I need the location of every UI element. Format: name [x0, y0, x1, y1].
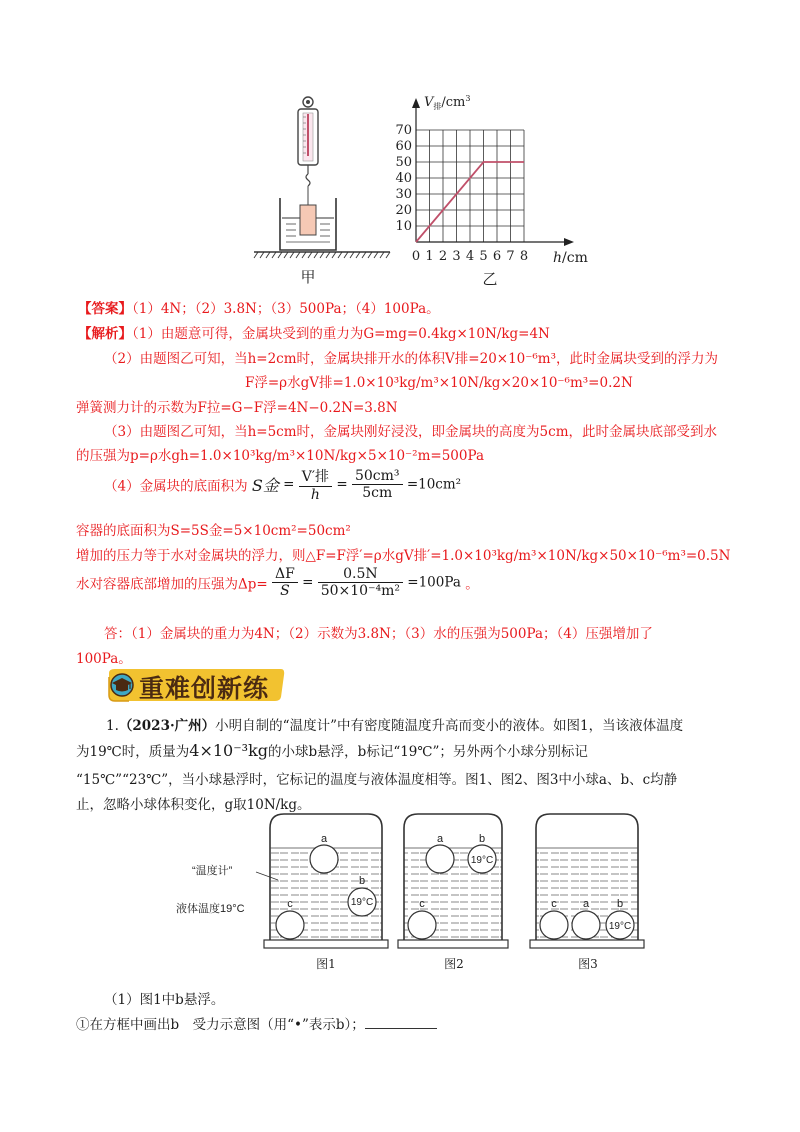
fraction-50-over-5: [352, 468, 403, 501]
analysis-line-9: 增加的压力等于水对金属块的浮力，则△F=F浮′=ρ水gV排′=1.0×10³kg/m³×10N/kg×50×10⁻⁶m³=0.5N: [76, 548, 731, 564]
caption-fig1: 图1: [316, 957, 336, 971]
question-source: （2023·广州）: [118, 718, 216, 734]
formula-result: =10cm²: [406, 476, 462, 493]
y-tick-label: 10: [395, 219, 412, 234]
ball-c-label-2: c: [419, 898, 425, 910]
analysis-line-6: 的压强为p=ρ水gh=1.0×10³kg/m³×10N/kg×5×10⁻²m=500Pa: [76, 448, 484, 464]
graduation-cap-icon: [111, 674, 133, 696]
x-tick-label: 6: [492, 249, 502, 264]
fraction-df-over-s: [272, 566, 298, 599]
label-liquid-temp: 液体温度19°C: [176, 903, 245, 915]
label-jia: 甲: [300, 268, 316, 286]
analysis-line-11: 答：（1）金属块的重力为4N；（2）示数为3.8N；（3）水的压强为500Pa；（4）压强增加了: [104, 626, 653, 642]
fraction-v-over-h: [299, 466, 332, 503]
formula-eq-2: =: [336, 476, 348, 493]
y-tick-label: 30: [395, 187, 412, 202]
ball-a-label-1: a: [320, 833, 328, 845]
analysis-line-10: [76, 566, 479, 599]
analysis-text-10: 水对容器底部增加的压强为Δp=: [76, 576, 268, 593]
analysis-line-8: 容器的底面积为S=5S金=5×10cm²=50cm²: [76, 523, 351, 539]
caption-fig3: 图3: [578, 957, 598, 971]
analysis-line-2: （2）由题图乙可知，当h=2cm时，金属块排开水的体积V排=20×10⁻⁶m³，此时金属块受到的浮力为: [104, 351, 719, 367]
x-tick-label: 3: [452, 249, 461, 264]
graph-xlabel: h/cm: [553, 250, 588, 266]
analysis-line-4: 弹簧测力计的示数为F拉=G−F浮=4N−0.2N=3.8N: [76, 400, 398, 416]
question-text-2a: 为19℃时，质量为: [76, 744, 190, 760]
question-line-4: 止，忽略小球体积变化，g取10N/kg。: [76, 797, 311, 813]
spring-scale-icon: [298, 97, 318, 205]
x-tick-label: 7: [506, 249, 515, 264]
ball-b-label-3: b: [616, 898, 624, 910]
ball-a-label-2: a: [436, 833, 444, 845]
label-thermometer: “温度计”: [192, 865, 233, 877]
analysis-line-1: [78, 322, 550, 342]
fraction-05-over-area: [318, 566, 403, 599]
ball-b-mark-1: 19°C: [350, 897, 374, 908]
bottom-figure: [160, 808, 660, 978]
frac-den: S: [280, 583, 290, 599]
x-tick-label: 5: [479, 249, 488, 264]
formula-s-jin: S金: [251, 476, 279, 495]
question-line-2: [76, 740, 588, 760]
analysis-line-3: F浮=ρ水gV排=1.0×10³kg/m³×10N/kg×20×10⁻⁶m³=0.2N: [245, 375, 633, 391]
container-2: [398, 814, 508, 948]
question-line-1: [106, 714, 683, 734]
x-tick-label: 8: [519, 249, 529, 264]
ball-b-mark-2: 19°C: [470, 855, 494, 866]
frac-den: 5cm: [362, 485, 393, 501]
analysis-line-12: 100Pa。: [76, 651, 132, 667]
caption-fig2: 图2: [444, 957, 464, 971]
sub-question-1: （1）图1中b悬浮。: [104, 992, 225, 1008]
section-title: 重难创新练: [139, 674, 270, 703]
frac-num: V′排: [299, 466, 332, 487]
x-tick-label: 4: [465, 249, 475, 264]
v-h-graph: [395, 94, 587, 266]
question-text-2b: 的小球b悬浮，b标记“19℃”；另外两个小球分别标记: [268, 744, 588, 760]
sub-question-2-text: ①在方框中画出b 受力示意图（用“•”表示b）；: [76, 1017, 365, 1033]
analysis-text-7: （4）金属块的底面积为: [104, 478, 248, 495]
x-tick-label: 1: [425, 249, 434, 264]
x-tick-label: 2: [438, 249, 448, 264]
ball-c-label-3: c: [551, 898, 557, 910]
ball-c-label-1: c: [287, 898, 293, 910]
y-tick-label: 70: [395, 123, 412, 138]
y-tick-label: 20: [395, 203, 412, 218]
answer-line: [78, 297, 440, 317]
analysis-line-7: [104, 466, 461, 503]
period: 。: [465, 576, 479, 593]
analysis-text-1: （1）由题意可得，金属块受到的重力为G=mg=0.4kg×10N/kg=4N: [132, 326, 550, 342]
analysis-tag: 【解析】: [78, 326, 132, 342]
question-number: 1.: [106, 718, 119, 734]
answer-blank[interactable]: [365, 1016, 437, 1029]
ball-a-label-3: a: [582, 898, 590, 910]
question-text-1: 小明自制的“温度计”中有密度随温度升高而变小的液体。如图1，当该液体温度: [215, 718, 684, 734]
question-mass: 4×10⁻³kg: [189, 741, 269, 760]
beaker-icon: [254, 198, 390, 258]
label-yi: 乙: [482, 270, 498, 288]
frac-num: 0.5N: [318, 566, 403, 583]
formula-eq-1: =: [283, 476, 295, 493]
sub-question-2: [76, 1013, 437, 1033]
answer-tag: 【答案】: [78, 301, 132, 317]
y-tick-label: 40: [395, 171, 412, 186]
y-tick-label: 60: [395, 139, 412, 154]
ball-b-label-1: b: [358, 875, 366, 887]
top-figure: [240, 90, 600, 290]
graph-ylabel: $V_排/cm^3$: [424, 94, 471, 111]
y-tick-label: 50: [395, 155, 412, 170]
question-line-3: “15℃”“23℃”，当小球悬浮时，它标记的温度与液体温度相等。图1、图2、图3中小球a、b、c均静: [76, 772, 678, 788]
formula-result: =100Pa: [407, 574, 461, 591]
formula-eq: =: [302, 574, 314, 591]
analysis-line-5: （3）由题图乙可知，当h=5cm时，金属块刚好浸没，即金属块的高度为5cm，此时金属块底部受到水: [104, 424, 717, 440]
section-banner: [105, 667, 287, 703]
ball-b-mark-3: 19°C: [608, 921, 632, 932]
frac-den: 50×10⁻⁴m²: [320, 583, 400, 599]
x-tick-label: 0: [411, 249, 421, 264]
answer-text: （1）4N；（2）3.8N；（3）500Pa；（4）100Pa。: [132, 301, 440, 317]
frac-num: ΔF: [272, 566, 298, 583]
frac-den: h: [310, 487, 320, 503]
frac-num: 50cm³: [352, 468, 403, 485]
ball-b-label-2: b: [478, 833, 486, 845]
